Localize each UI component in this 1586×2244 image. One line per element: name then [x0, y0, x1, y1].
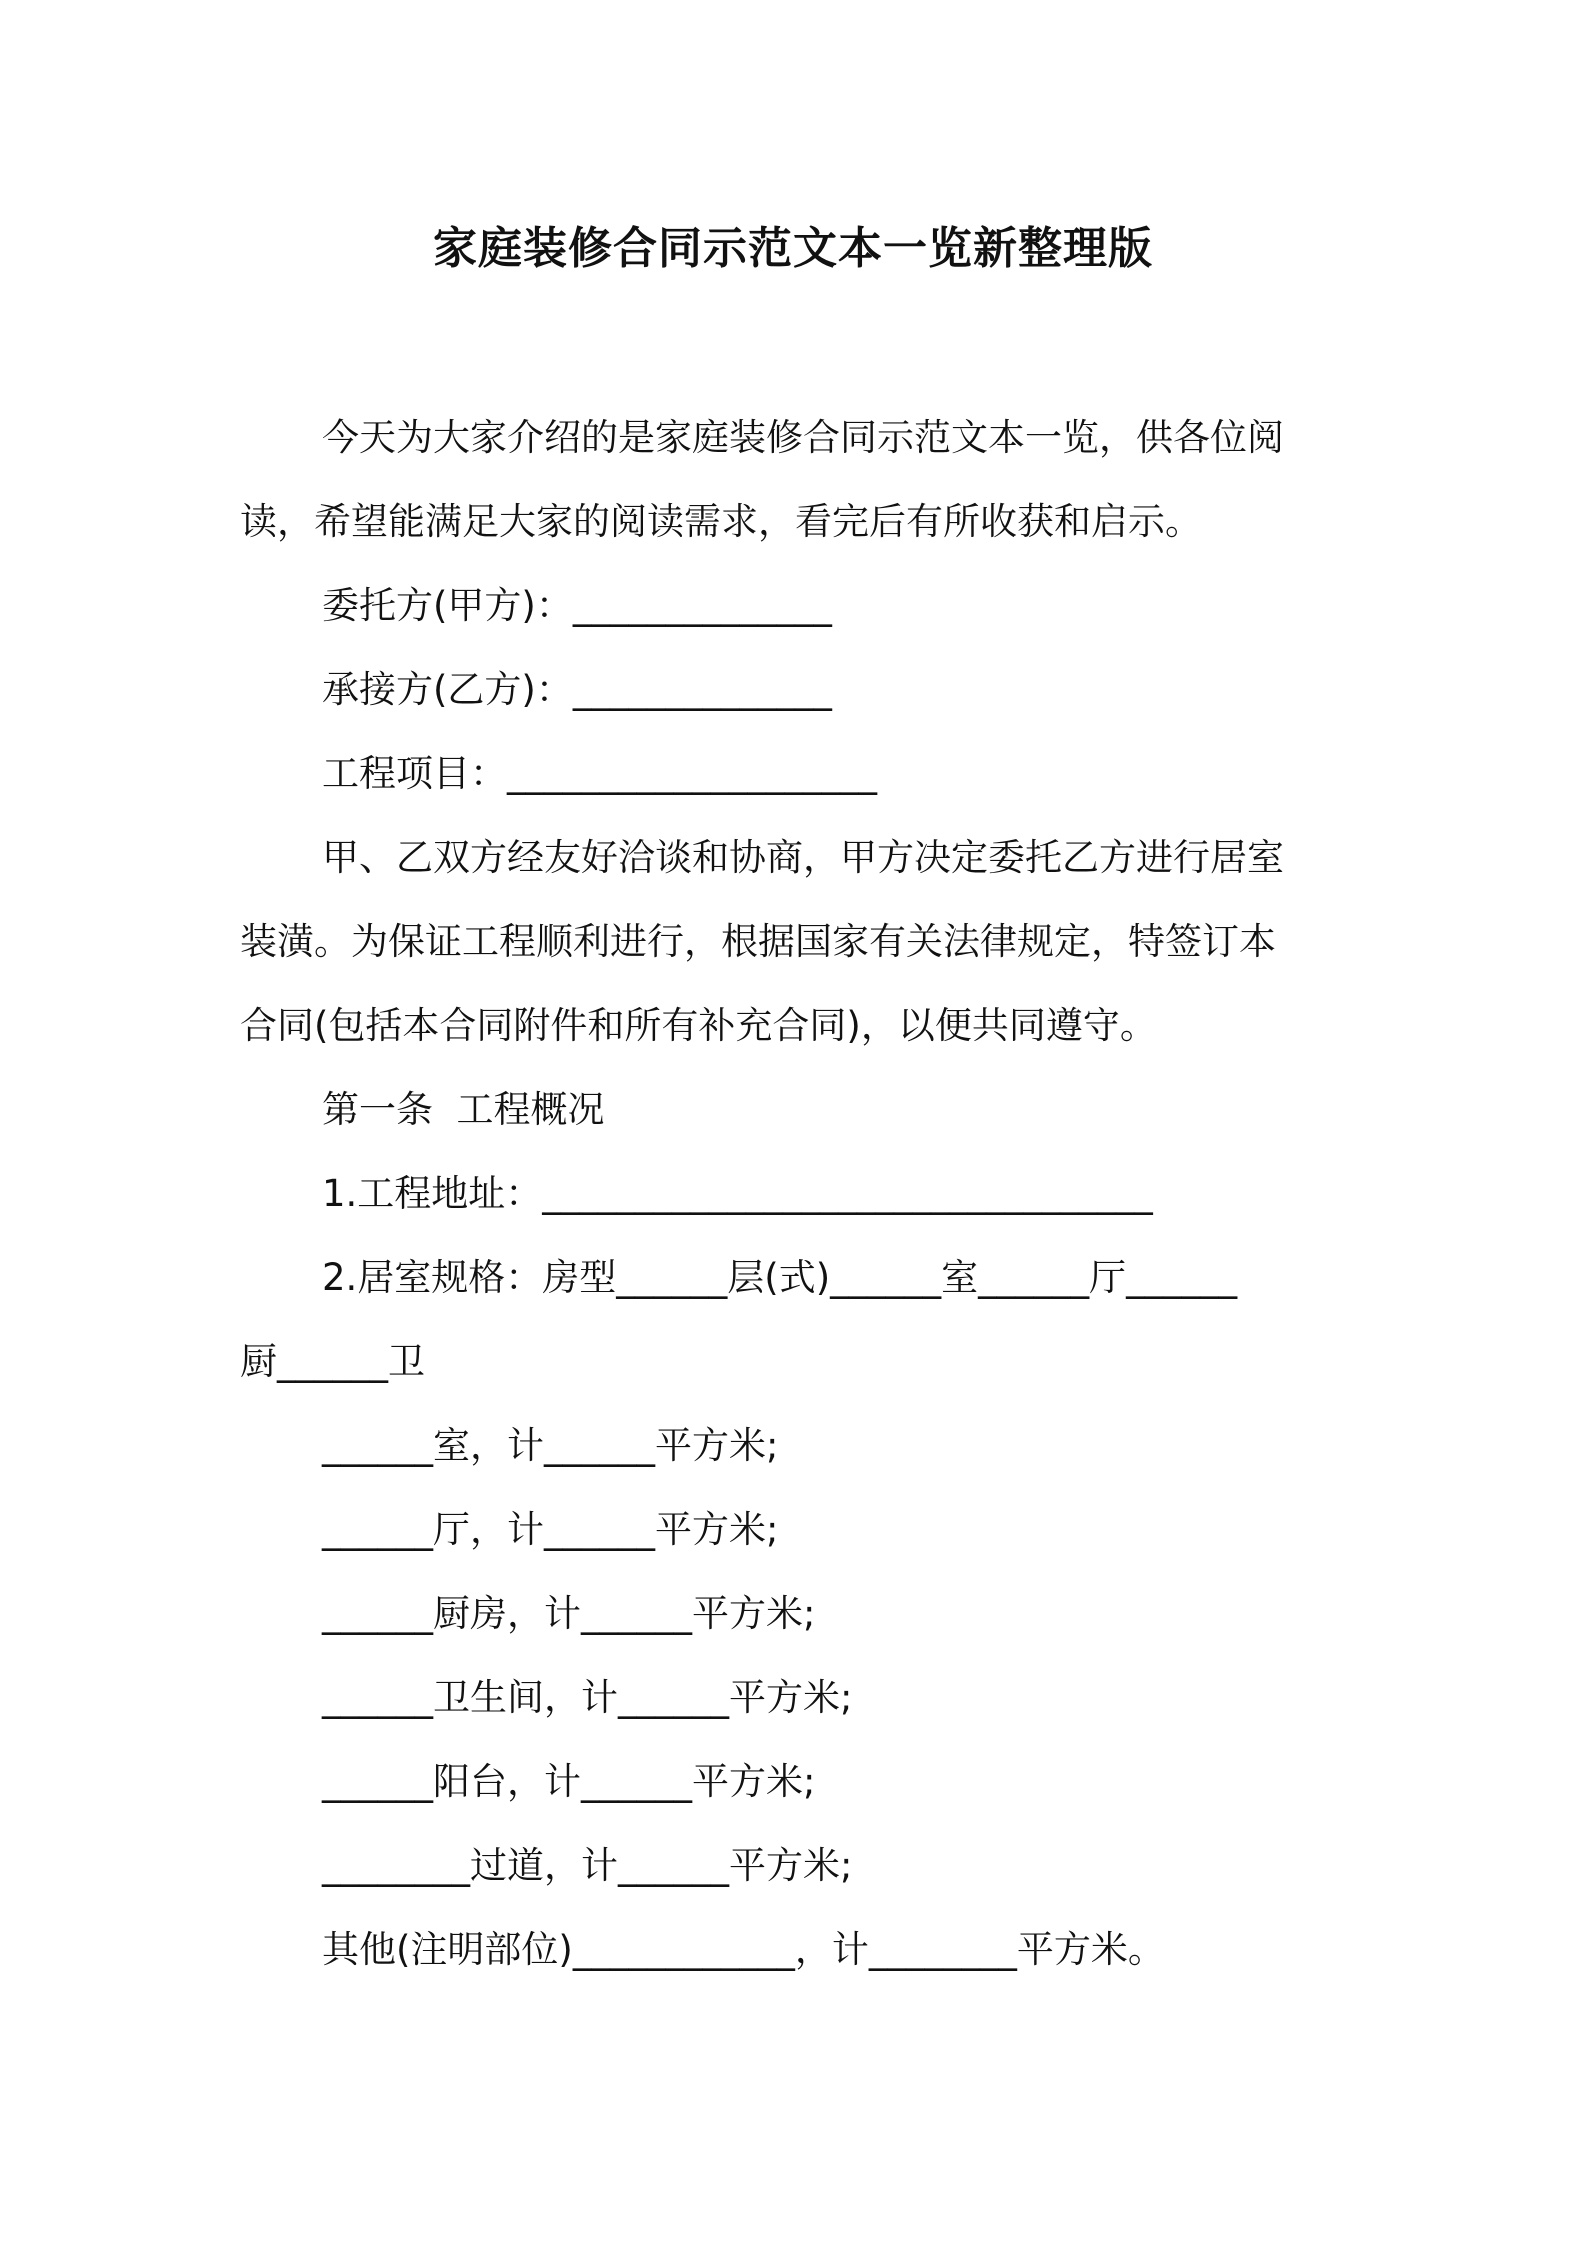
agreement-line-2: 装潢。为保证工程顺利进行，根据国家有关法律规定，特签订本: [240, 920, 1276, 963]
article-1-heading: 第一条 工程概况: [322, 1088, 605, 1131]
party-a-field: 委托方(甲方)：______________: [322, 584, 832, 627]
intro-line-2: 读，希望能满足大家的阅读需求，看完后有所收获和启示。: [240, 500, 1202, 543]
project-field: 工程项目：____________________: [322, 752, 877, 795]
corridor-area-line: ________过道，计______平方米;: [322, 1844, 853, 1887]
other-area-line: 其他(注明部位)____________，计________平方米。: [322, 1928, 1165, 1971]
address-field: 1.工程地址：_________________________________: [322, 1172, 1153, 1215]
kitchen-area-line: ______厨房，计______平方米;: [322, 1592, 816, 1635]
agreement-line-3: 合同(包括本合同附件和所有补充合同)，以便共同遵守。: [240, 1004, 1157, 1047]
party-b-field: 承接方(乙方)：______________: [322, 668, 832, 711]
room-spec-line-1: 2.居室规格：房型______层(式)______室______厅______: [322, 1256, 1238, 1299]
room-spec-line-2: 厨______卫: [240, 1340, 425, 1383]
bathroom-area-line: ______卫生间，计______平方米;: [322, 1676, 853, 1719]
room-area-line: ______室，计______平方米;: [322, 1424, 779, 1467]
agreement-line-1: 甲、乙双方经友好洽谈和协商，甲方决定委托乙方进行居室: [322, 836, 1284, 879]
hall-area-line: ______厅，计______平方米;: [322, 1508, 779, 1551]
document-title: 家庭装修合同示范文本一览新整理版: [433, 223, 1153, 274]
balcony-area-line: ______阳台，计______平方米;: [322, 1760, 816, 1803]
intro-line-1: 今天为大家介绍的是家庭装修合同示范文本一览，供各位阅: [322, 416, 1284, 459]
